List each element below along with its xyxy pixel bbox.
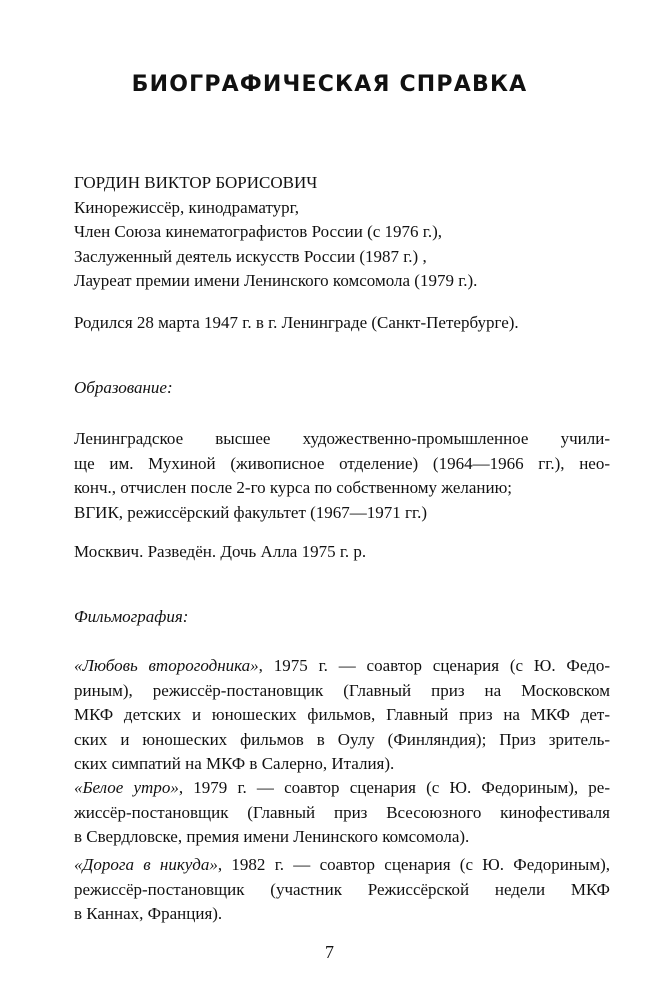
film-entry-first-line (74, 776, 610, 801)
person-title: Кинорежиссёр, кинодраматург, (74, 197, 299, 217)
education-line: ще им. Мухиной (живописное отделение) (1964—1966 гг.), нео- (74, 453, 610, 473)
birth-paragraph (74, 311, 610, 336)
film-entry-line: ских симпатий на МКФ в Салерно, Италия). (74, 754, 395, 773)
filmography-label: Фильмография: (74, 607, 189, 626)
film-entry-line: режиссёр-постановщик (участник Режиссёрской недели МКФ (74, 879, 610, 899)
film-title: «Белое утро» (74, 778, 179, 797)
education-line: ВГИК, режиссёрский факультет (1967—1971 гг.) (74, 502, 427, 522)
education-paragraph (74, 427, 610, 525)
birth-text: Родился 28 марта 1947 г. в г. Ленинграде (Санкт-Петербурге). (74, 313, 519, 332)
film-details: , 1975 г. — соавтор сценария (с Ю. Федо- (258, 656, 610, 675)
person-title: Заслуженный деятель искусств России (1987 г.) , (74, 246, 427, 266)
film-details: , 1979 г. — соавтор сценария (с Ю. Федориным), ре- (178, 778, 611, 797)
person-block (74, 171, 610, 294)
film-entry-line: ских и юношеских фильмов в Оулу (Финляндия); Приз зритель- (74, 729, 610, 749)
film-entry-line: в Каннах, Франция). (74, 904, 223, 923)
film-entry (74, 853, 610, 927)
person-title: Лауреат премии имени Ленинского комсомола (1979 г.). (74, 271, 478, 290)
film-entry (74, 776, 610, 850)
film-details: , 1982 г. — соавтор сценария (с Ю. Федориным), (217, 855, 610, 874)
film-entry (74, 654, 610, 777)
education-line: конч., отчислен после 2-го курса по собственному желанию; (74, 478, 513, 497)
family-paragraph (74, 540, 610, 565)
film-entry-line: жиссёр-постановщик (Главный приз Всесоюзного кинофестиваля (74, 802, 610, 822)
film-title: «Дорога в никуда» (74, 855, 218, 874)
film-entry-line: МКФ детских и юношеских фильмов, Главный приз на МКФ дет- (74, 705, 610, 724)
education-label: Образование: (74, 378, 173, 397)
education-line: Ленинградское высшее художественно-промышленное учили- (74, 429, 610, 448)
film-entry-line: в Свердловске, премия имени Ленинского комсомола). (74, 827, 470, 846)
film-title: «Любовь второгодника» (74, 656, 259, 675)
family-text: Москвич. Разведён. Дочь Алла 1975 г. р. (74, 542, 367, 561)
film-entry-first-line (74, 654, 610, 679)
page-title: БИОГРАФИЧЕСКАЯ СПРАВКА (131, 72, 528, 97)
person-title: Член Союза кинематографистов России (с 1976 г.), (74, 222, 442, 241)
film-entry-first-line (74, 853, 610, 878)
page-number: 7 (325, 942, 334, 962)
film-entry-line: риным), режиссёр-постановщик (Главный приз на Московском (74, 680, 610, 700)
person-name: ГОРДИН ВИКТОР БОРИСОВИЧ (74, 173, 318, 192)
